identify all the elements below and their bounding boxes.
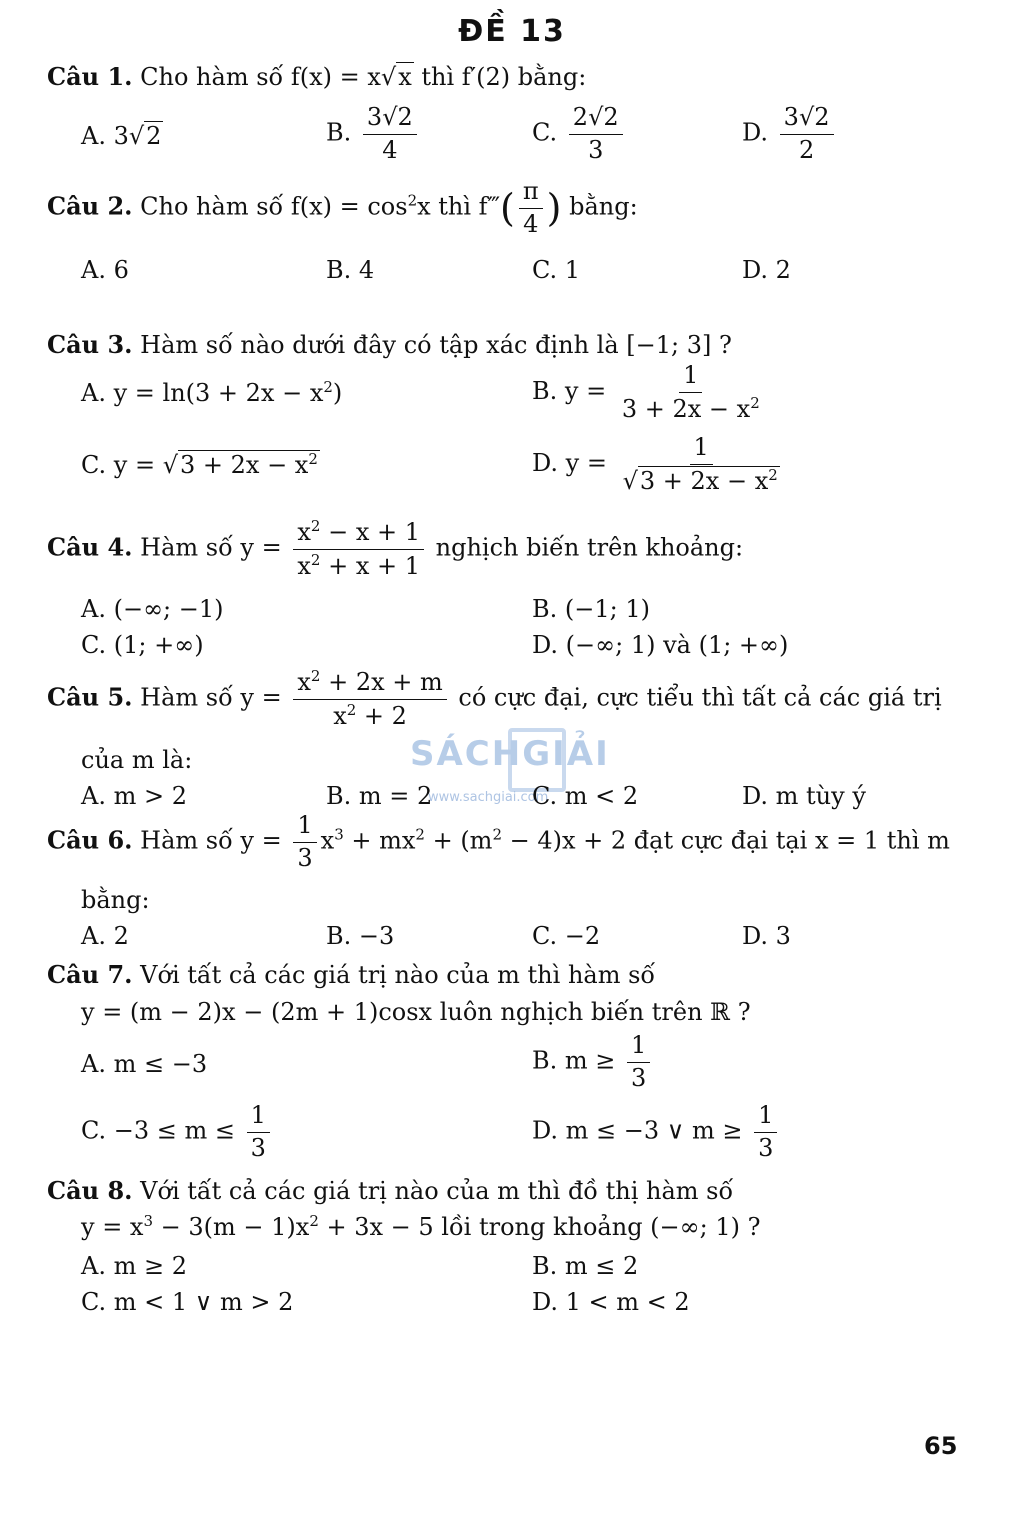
watermark-url: www.sachgiai.com [428, 790, 549, 805]
q2-option-c: C. 1 [532, 256, 581, 284]
question-5-continued: của m là: [81, 746, 193, 774]
fraction: $\frac{1}{3}$ [293, 812, 316, 872]
q4-option-d: D. (−∞; 1) và (1; +∞) [532, 631, 789, 659]
question-5: Câu 5. Hàm số y = $\frac{x^2 + 2x + m}{x^2 + 2}$ có cực đại, cực tiểu thì tất cả các giá trị [47, 667, 942, 730]
question-label: Câu 8. [47, 1176, 133, 1205]
q5-option-a: A. m > 2 [81, 782, 187, 810]
question-7-formula: y = (m − 2)x − (2m + 1)cosx luôn nghịch biến trên ℝ ? [81, 998, 751, 1026]
question-8: Câu 8. Với tất cả các giá trị nào của m thì đồ thị hàm số [47, 1176, 734, 1205]
q7-option-b: B. m ≥ $\frac{1}{3}$ [532, 1032, 654, 1092]
q5-option-c: C. m < 2 [532, 782, 639, 810]
q1-option-b: B. $\frac{3√2}{4}$ [326, 104, 421, 164]
question-7: Câu 7. Với tất cả các giá trị nào của m thì hàm số [47, 960, 656, 989]
fraction: $\frac{1}{3}$ [627, 1032, 650, 1092]
fraction: $\frac{\pi}{4}$ [519, 178, 543, 238]
question-6-continued: bằng: [81, 886, 150, 914]
q5-option-d: D. m tùy ý [742, 782, 866, 810]
question-label: Câu 5. [47, 682, 133, 712]
q8-option-d: D. 1 < m < 2 [532, 1288, 690, 1316]
q6-option-d: D. 3 [742, 922, 791, 950]
q3-option-a: A. $y = \ln(3 + 2x - x^2)$ [81, 378, 343, 407]
q2-option-a: A. 6 [81, 256, 129, 284]
q4-option-a: A. (−∞; −1) [81, 595, 224, 623]
question-8-formula: $y = x^3 - 3(m - 1)x^2 + 3x - 5$ lồi trong khoảng (−∞; 1) ? [81, 1212, 761, 1241]
q7-option-a: A. m ≤ −3 [81, 1050, 208, 1078]
q7-option-c: C. −3 ≤ m ≤ $\frac{1}{3}$ [81, 1102, 274, 1162]
fraction: $\frac{1}{3}$ [754, 1102, 777, 1162]
question-1 [47, 62, 586, 91]
q1-option-c: C. $\frac{2√2}{3}$ [532, 104, 627, 164]
page-title: ĐỀ 13 [458, 14, 566, 49]
q1-option-d: D. $\frac{3√2}{2}$ [742, 104, 838, 164]
question-label: Câu 7. [47, 960, 133, 989]
q3-option-b: B. y = $\frac{1}{3 + 2x - x^2}$ [532, 362, 768, 423]
q8-option-a: A. m ≥ 2 [81, 1252, 187, 1280]
fraction: $\frac{1}{√3 + 2x - x^2}$ [622, 433, 778, 495]
question-label: Câu 3. [47, 330, 133, 359]
q2-option-d: D. 2 [742, 256, 791, 284]
question-text: thì f′(2) bằng: [421, 63, 587, 91]
q8-option-b: B. m ≤ 2 [532, 1252, 639, 1280]
q5-option-b: B. m = 2 [326, 782, 433, 810]
question-label: Câu 4. [47, 532, 133, 562]
q8-option-c: C. m < 1 ∨ m > 2 [81, 1288, 294, 1316]
q4-option-c: C. (1; +∞) [81, 631, 204, 659]
question-2: Câu 2. Cho hàm số $f(x) = \cos^2x$ thì f‴( $\frac{\pi}{4}$ ) bằng: [47, 177, 638, 238]
fraction: $\frac{3√2}{2}$ [780, 104, 834, 164]
fraction: $\frac{1}{3 + 2x - x^2}$ [621, 361, 760, 423]
sqrt-symbol: √x [380, 63, 412, 91]
q6-option-b: B. −3 [326, 922, 395, 950]
fraction: $\frac{1}{3}$ [247, 1102, 270, 1162]
q3-option-c: C. $y = √3 + 2x - x^2$ [81, 450, 318, 479]
q3-option-d: D. y = $\frac{1}{√3 + 2x - x^2}$ [532, 434, 788, 495]
watermark-brand: SÁCHGIẢI [410, 734, 610, 774]
q6-option-a: A. 2 [81, 922, 129, 950]
q6-option-c: C. −2 [532, 922, 601, 950]
question-label: Câu 1. [47, 62, 133, 91]
fraction: $\frac{3√2}{4}$ [363, 104, 417, 164]
question-text: Cho hàm số f(x) = x [140, 63, 381, 91]
fraction: $\frac{x^2 + 2x + m}{x^2 + 2}$ [293, 668, 446, 730]
question-6: Câu 6. Hàm số y = $\frac{1}{3}$ $x^3 + mx^2 + (m^2 - 4)x + 2$ đạt cực đại tại x = 1 thì m [47, 811, 950, 872]
q2-option-b: B. 4 [326, 256, 375, 284]
question-label: Câu 2. [47, 191, 133, 221]
q7-option-d: D. m ≤ −3 ∨ m ≥ $\frac{1}{3}$ [532, 1102, 781, 1162]
fraction: $\frac{2√2}{3}$ [569, 104, 623, 164]
page-number: 65 [924, 1432, 958, 1460]
question-label: Câu 6. [47, 825, 133, 855]
question-3: Câu 3. Hàm số nào dưới đây có tập xác định là [−1; 3] ? [47, 330, 732, 359]
q1-option-a: A. 3√2 [81, 122, 162, 150]
fraction: $\frac{x^2 - x + 1}{x^2 + x + 1}$ [293, 518, 424, 580]
q4-option-b: B. (−1; 1) [532, 595, 650, 623]
question-4: Câu 4. Hàm số y = $\frac{x^2 - x + 1}{x^2 + x + 1}$ nghịch biến trên khoảng: [47, 517, 744, 580]
